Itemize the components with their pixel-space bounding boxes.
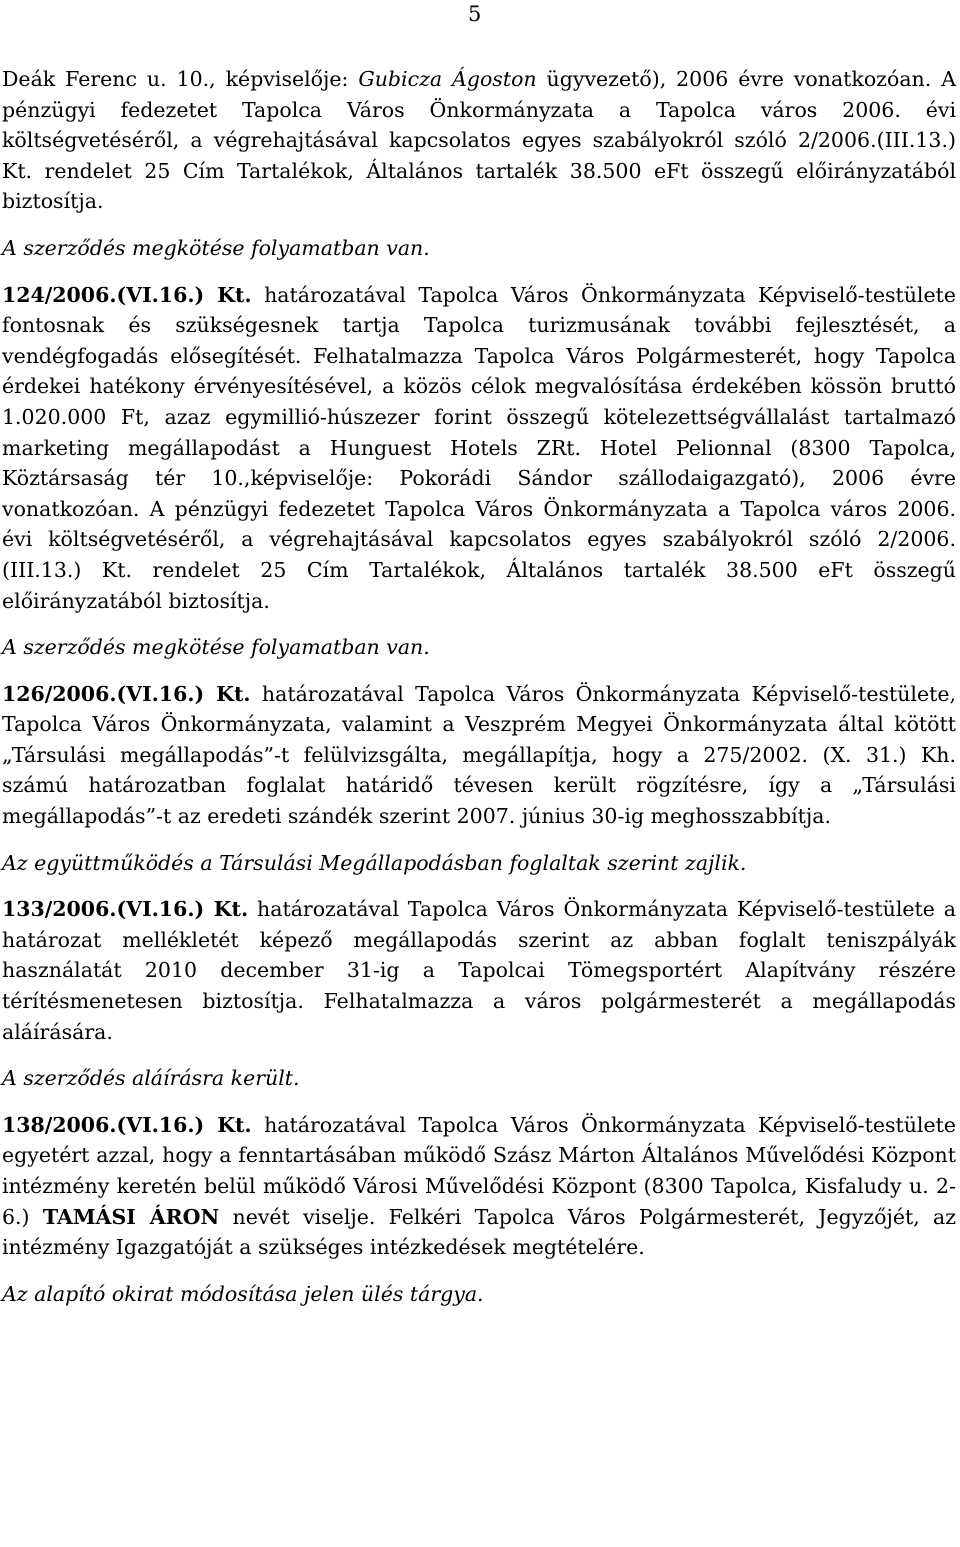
resolution-133-number: 133/2006.(VI.16.) Kt. [2,897,249,922]
resolution-126-paragraph [2,679,956,832]
intro-status-note: A szerződés megkötése folyamatban van. [2,235,430,260]
resolution-138-number: 138/2006.(VI.16.) Kt. [2,1112,252,1137]
institution-new-name: TAMÁSI ÁRON [42,1204,220,1229]
resolution-126-status-note: Az együttműködés a Társulási Megállapodásban foglaltak szerint zajlik. [2,850,747,875]
intro-paragraph [2,64,956,217]
page-number: 5 [468,2,482,26]
resolution-126-number: 126/2006.(VI.16.) Kt. [2,681,251,706]
resolution-124-number: 124/2006.(VI.16.) Kt. [2,282,252,307]
resolution-133-paragraph [2,894,956,1047]
resolution-124-text: határozatával Tapolca Város Önkormányzata Képviselő-testülete fontosnak és szükségesnek tartja Tapolca turizmusának további fejlesztését, a vendégfogadás elősegítését. Felhatalmazza Tapolca Város Polgármesterét, hogy Tapolca érdekei hatékony érvényesítésével, a közös célok megvalósítása érdekében kössön bruttó 1.020.000 Ft, azaz egymillió-húszezer forint összegű kötelezettségvállalást tartalmazó marketing megállapodást a Hunguest Hotels ZRt. Hotel Pelionnal (8300 Tapolca, Köztársaság tér 10.,képviselője: Pokorádi Sándor szállodaigazgató), 2006 évre vonatkozóan. A pénzügyi fedezetet Tapolca Város Önkormányzata a Tapolca város 2006. évi költségvetéséről, a végrehajtásával kapcsolatos egyes szabályokról szóló 2/2006.(III.13.) Kt. rendelet 25 Cím Tartalékok, Általános tartalék 38.500 eFt összegű előirányzatából biztosítja. [2,282,956,613]
resolution-124-paragraph [2,280,956,617]
resolution-133-text: határozatával Tapolca Város Önkormányzata Képviselő-testülete a határozat mellékletét képező megállapodás szerint az abban foglalt teniszpályák használatát 2010 december 31-ig a Tapolcai Tömegsportért Alapítvány részére térítésmenetesen biztosítja. Felhatalmazza a város polgármesterét a megállapodás aláírására. [2,897,957,1044]
document-body [2,64,956,1309]
intro-text-start: Deák Ferenc u. 10., képviselője: [2,67,359,91]
resolution-138-text-end: nevét viselje. Felkéri Tapolca Város Polgármesterét, Jegyzőjét, az intézmény Igazgatóját a szükséges intézkedések megtételére. [2,1204,956,1260]
resolution-138-paragraph [2,1110,956,1263]
intro-text: ügyvezető), 2006 évre vonatkozóan. A pénzügyi fedezetet Tapolca Város Önkormányzata a Tapolca város 2006. évi költségvetéséről, a végrehajtásával kapcsolatos egyes szabályokról szóló 2/2006.(III.13.) Kt. rendelet 25 Cím Tartalékok, Általános tartalék 38.500 eFt összegű előirányzatából biztosítja. [2,67,956,214]
resolution-138-status-note: Az alapító okirat módosítása jelen ülés tárgya. [2,1281,484,1306]
resolution-133-status-note: A szerződés aláírásra került. [2,1066,300,1091]
representative-name: Gubicza Ágoston [358,67,537,91]
resolution-126-text: határozatával Tapolca Város Önkormányzata Képviselő-testülete, Tapolca Város Önkormányzata, valamint a Veszprém Megyei Önkormányzata által kötött „Társulási megállapodás”-t felülvizsgálta, megállapítja, hogy a 275/2002. (X. 31.) Kh. számú határozatban foglalat határidő tévesen került rögzítésre, így a „Társulási megállapodás”-t az eredeti szándék szerint 2007. június 30-ig meghosszabbítja. [2,681,957,829]
resolution-124-status-note: A szerződés megkötése folyamatban van. [2,635,430,660]
resolution-138-text: határozatával Tapolca Város Önkormányzata Képviselő-testülete egyetért azzal, hogy a fenntartásában működő Szász Márton Általános Művelődési Központ intézmény keretén belül működő Városi Művelődési Központ (8300 Tapolca, Kisfaludy u. 2-6.) [2,1112,956,1229]
